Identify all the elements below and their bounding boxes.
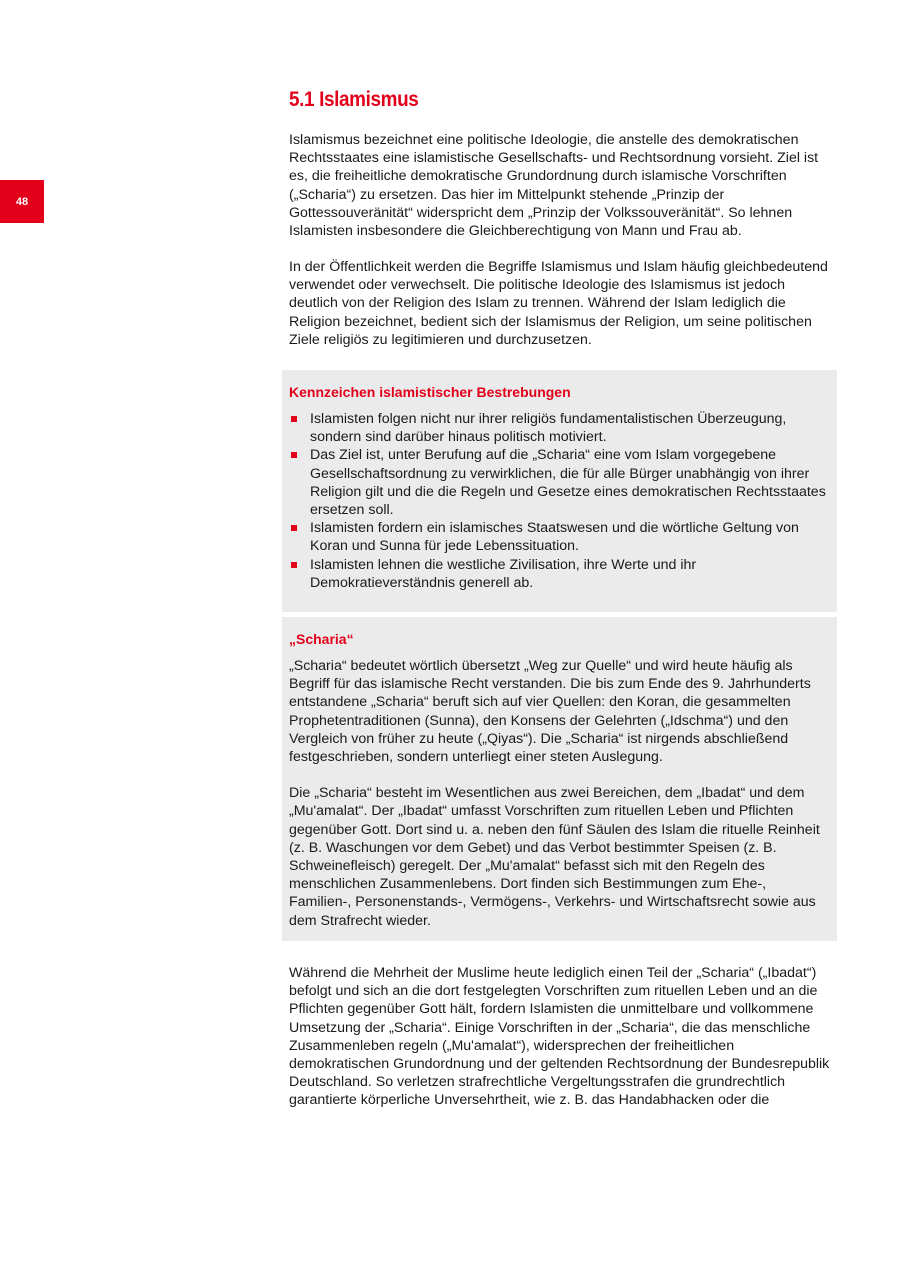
kennzeichen-heading: Kennzeichen islamistischer Bestrebungen: [289, 384, 571, 400]
list-item-text: Islamisten fordern ein islamisches Staatswesen und die wörtliche Geltung von Koran und Sunna für jede Lebenssituation.: [310, 520, 799, 555]
scharia-heading: „Scharia“: [289, 631, 354, 647]
closing-paragraph: Während die Mehrheit der Muslime heute lediglich einen Teil der „Scharia“ („Ibadat“) befolgt und sich an die dort festgelegten Vorschriften zum rituellen Leben und an die Pflichten gegenüber Gott hält, fordern Islamisten die unmittelbare und vollkommene Umsetzung der „Scharia“. Einige Vorschriften in der „Scharia“, die das menschliche Zusammenleben regeln („Mu'amalat“), widersprechen der freiheitlichen demokratischen Grundordnung und der geltenden Rechtsordnung der Bundesrepublik Deutschland. So verletzen strafrechtliche Vergeltungsstrafen die grundrechtlich garantierte körperliche Unversehrtheit, wie z. B. das Handabhacken oder die: [289, 965, 830, 1109]
kennzeichen-list: [289, 410, 831, 592]
list-item: [289, 519, 831, 555]
scharia-paragraph-1: „Scharia“ bedeutet wörtlich übersetzt „Weg zur Quelle“ und wird heute häufig als Begriff für das islamische Recht verstanden. Die bis zum Ende des 9. Jahrhunderts entstandene „Scharia“ beruft sich auf vier Quellen: den Koran, die gesammelten Prophetentraditionen (Sunna), den Konsens der Gelehrten („Idschma“) und den Vergleich von früher zu heute („Qiyas“). Die „Scharia“ ist nirgends abschließend festgeschrieben, sondern unterliegt einer steten Auslegung.: [289, 658, 811, 766]
intro-paragraph-2: In der Öffentlichkeit werden die Begriffe Islamismus und Islam häufig gleichbedeutend verwendet oder verwechselt. Die politische Ideologie des Islamismus ist jedoch deutlich von der Religion des Islam zu trennen. Während der Islam lediglich die Religion bezeichnet, bedient sich der Islamismus der Religion, um seine politischen Ziele religiös zu legitimieren und durchzusetzen.: [289, 259, 828, 348]
scharia-box: [282, 617, 837, 941]
list-item-text: Das Ziel ist, unter Berufung auf die „Scharia“ eine vom Islam vorgegebene Gesellschaftsordnung zu verwirklichen, die für alle Bürger unabhängig von ihrer Religion gilt und die die Regeln und Gesetze eines demokratischen Rechtsstaates ersetzen soll.: [310, 447, 826, 519]
list-item: [289, 556, 831, 592]
page-number-tab: 48: [0, 180, 44, 223]
list-item: [289, 446, 831, 519]
list-item-text: Islamisten lehnen die westliche Zivilisation, ihre Werte und ihr Demokratieverständnis generell ab.: [310, 556, 697, 591]
section-title: 5.1 Islamismus: [289, 88, 419, 111]
square-bullet-icon: [291, 416, 297, 422]
kennzeichen-box: [282, 370, 837, 612]
square-bullet-icon: [291, 452, 297, 458]
list-item-text: Islamisten folgen nicht nur ihrer religiös fundamentalistischen Überzeugung, sondern sind darüber hinaus politisch motiviert.: [310, 411, 787, 446]
intro-paragraph-1: Islamismus bezeichnet eine politische Ideologie, die anstelle des demokratischen Rechtsstaates eine islamistische Gesellschafts- und Rechtsordnung vorsieht. Ziel ist es, die freiheitliche demokratische Grundordnung durch islamische Vorschriften („Scharia“) zu ersetzen. Das hier im Mittelpunkt stehende „Prinzip der Gottessouveränität“ widerspricht dem „Prinzip der Volkssouveränität“. So lehnen Islamisten insbesondere die Gleichberechtigung von Mann und Frau ab.: [289, 132, 819, 240]
scharia-paragraph-2: Die „Scharia“ besteht im Wesentlichen aus zwei Bereichen, dem „Ibadat“ und dem „Mu'amalat“. Der „Ibadat“ umfasst Vorschriften zum rituellen Leben und Pflichten gegenüber Gott. Dort sind u. a. neben den fünf Säulen des Islam die rituelle Reinheit (z. B. Waschungen vor dem Gebet) und das Verbot bestimmter Speisen (z. B. Schweinefleisch) geregelt. Der „Mu'amalat“ befasst sich mit den Regeln des menschlichen Zusammenlebens. Dort finden sich Bestimmungen zum Ehe-, Familien-, Personenstands-, Vermögens-, Verkehrs- und Wirtschaftsrecht sowie aus dem Strafrecht wieder.: [289, 785, 820, 929]
square-bullet-icon: [291, 525, 297, 531]
square-bullet-icon: [291, 562, 297, 568]
list-item: [289, 410, 831, 446]
